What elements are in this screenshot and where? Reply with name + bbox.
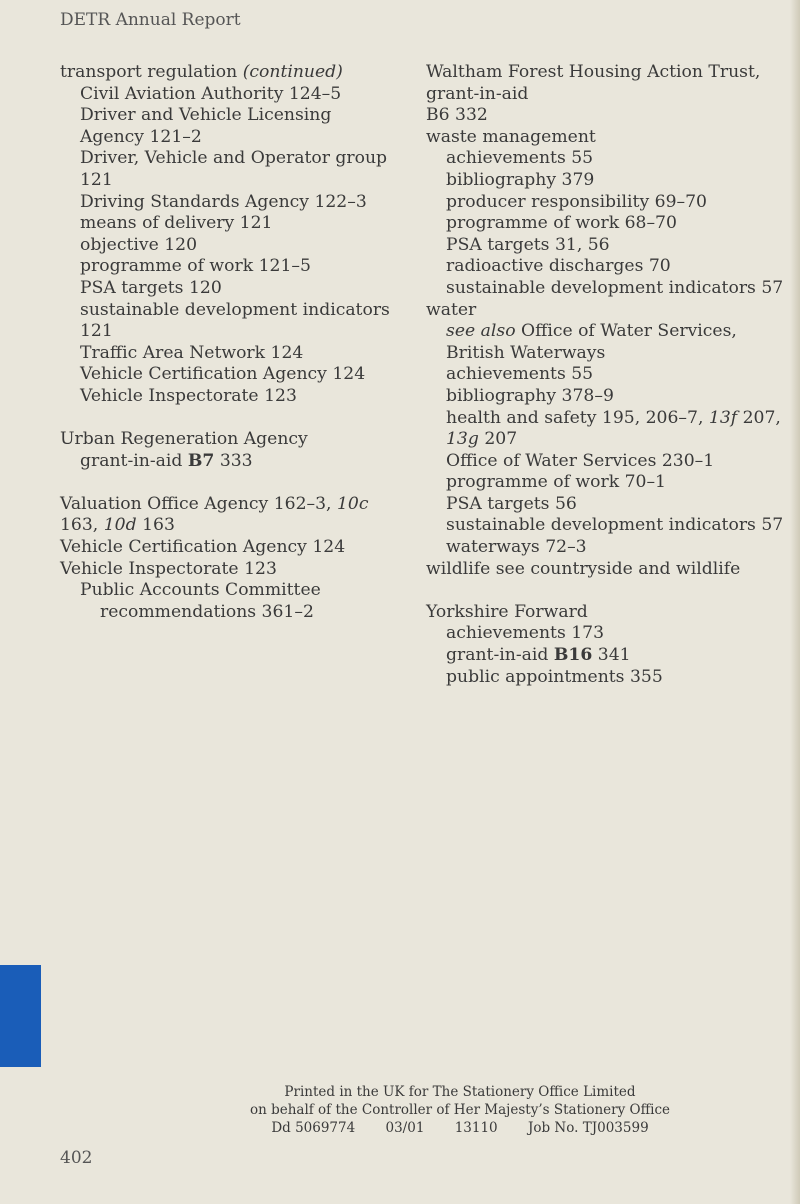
index-heading-valuation: Valuation Office Agency 162–3, 10c 163, 10d 163 [60, 493, 369, 536]
index-subentry: sustainable development indicators 121 [80, 299, 390, 342]
index-cross-reference: see also Office of Water Services, British Waterways [446, 321, 737, 363]
imprint-code: Job No. TJ003599 [527, 1120, 649, 1136]
index-subentry: means of delivery 121 [80, 213, 273, 234]
index-subentry: grant-in-aid B7 333 [80, 450, 253, 471]
index-subentry: PSA targets 120 [80, 277, 222, 298]
index-subentry: radioactive discharges 70 [446, 256, 671, 277]
imprint-code: Dd 5069774 [271, 1120, 356, 1136]
index-heading-urban: Urban Regeneration Agency [60, 429, 308, 450]
index-heading-waltham: Waltham Forest Housing Action Trust, grant-in-aid B6 332 [426, 62, 761, 126]
index-subentry: Civil Aviation Authority 124–5 [80, 83, 342, 104]
imprint-codes [180, 1119, 740, 1137]
index-subentry: bibliography 379 [446, 169, 595, 190]
index-subentry: health and safety 195, 206–7, 13f 207, 13g 207 [446, 407, 781, 450]
index-subentry: Driver, Vehicle and Operator group 121 [80, 148, 388, 190]
index-subentry: waterways 72–3 [446, 537, 587, 558]
index-subentry: achievements 173 [446, 623, 605, 644]
section-tab-block [0, 965, 41, 1067]
index-subentry: Driving Standards Agency 122–3 [80, 191, 367, 212]
index-subentry: programme of work 70–1 [446, 472, 666, 493]
index-subentry: grant-in-aid B16 341 [446, 645, 631, 666]
index-subentry: sustainable development indicators 57 [446, 515, 784, 536]
index-subentry: Vehicle Inspectorate 123 [80, 385, 297, 406]
index-heading-wildlife: wildlife see countryside and wildlife [426, 558, 741, 579]
index-heading-vi: Vehicle Inspectorate 123 [60, 558, 277, 579]
imprint [180, 1083, 740, 1137]
index-subentry: programme of work 68–70 [446, 213, 677, 234]
index-subentry: Public Accounts Committee recommendations 361–2 [80, 580, 321, 622]
index-subentry: Vehicle Certification Agency 124 [80, 364, 366, 385]
index-subentry: PSA targets 31, 56 [446, 234, 610, 255]
imprint-line: on behalf of the Controller of Her Majesty’s Stationery Office [249, 1102, 671, 1118]
index-heading-transport: transport regulation (continued) [60, 62, 343, 82]
index-subentry: producer responsibility 69–70 [446, 191, 707, 212]
page-number: 402 [60, 1148, 93, 1168]
index-subentry: Office of Water Services 230–1 [446, 450, 715, 471]
index-subentry: objective 120 [80, 234, 198, 255]
index-column-left [60, 62, 400, 623]
index-subentry: bibliography 378–9 [446, 385, 614, 406]
imprint-code: 03/01 [385, 1120, 425, 1136]
index-subentry: Driver and Vehicle Licensing Agency 121–2 [80, 105, 332, 147]
index-subentry: programme of work 121–5 [80, 256, 311, 277]
index-subentry: Traffic Area Network 124 [80, 342, 304, 363]
index-subentry: PSA targets 56 [446, 493, 577, 514]
imprint-code: 13110 [454, 1120, 498, 1136]
index-subentry: achievements 55 [446, 364, 594, 385]
index-subentry: sustainable development indicators 57 [446, 277, 784, 298]
running-head: DETR Annual Report [60, 10, 241, 30]
index-heading-yorkshire: Yorkshire Forward [426, 601, 588, 622]
index-heading-waste: waste management [426, 126, 596, 147]
page-edge-shadow [790, 0, 800, 1204]
index-subentry: public appointments 355 [446, 666, 663, 687]
index-heading-vca: Vehicle Certification Agency 124 [60, 537, 346, 558]
index-heading-water: water [426, 299, 477, 320]
index-subentry: achievements 55 [446, 148, 594, 169]
index-column-right [426, 62, 786, 688]
imprint-line: Printed in the UK for The Stationery Office Limited [284, 1084, 636, 1100]
